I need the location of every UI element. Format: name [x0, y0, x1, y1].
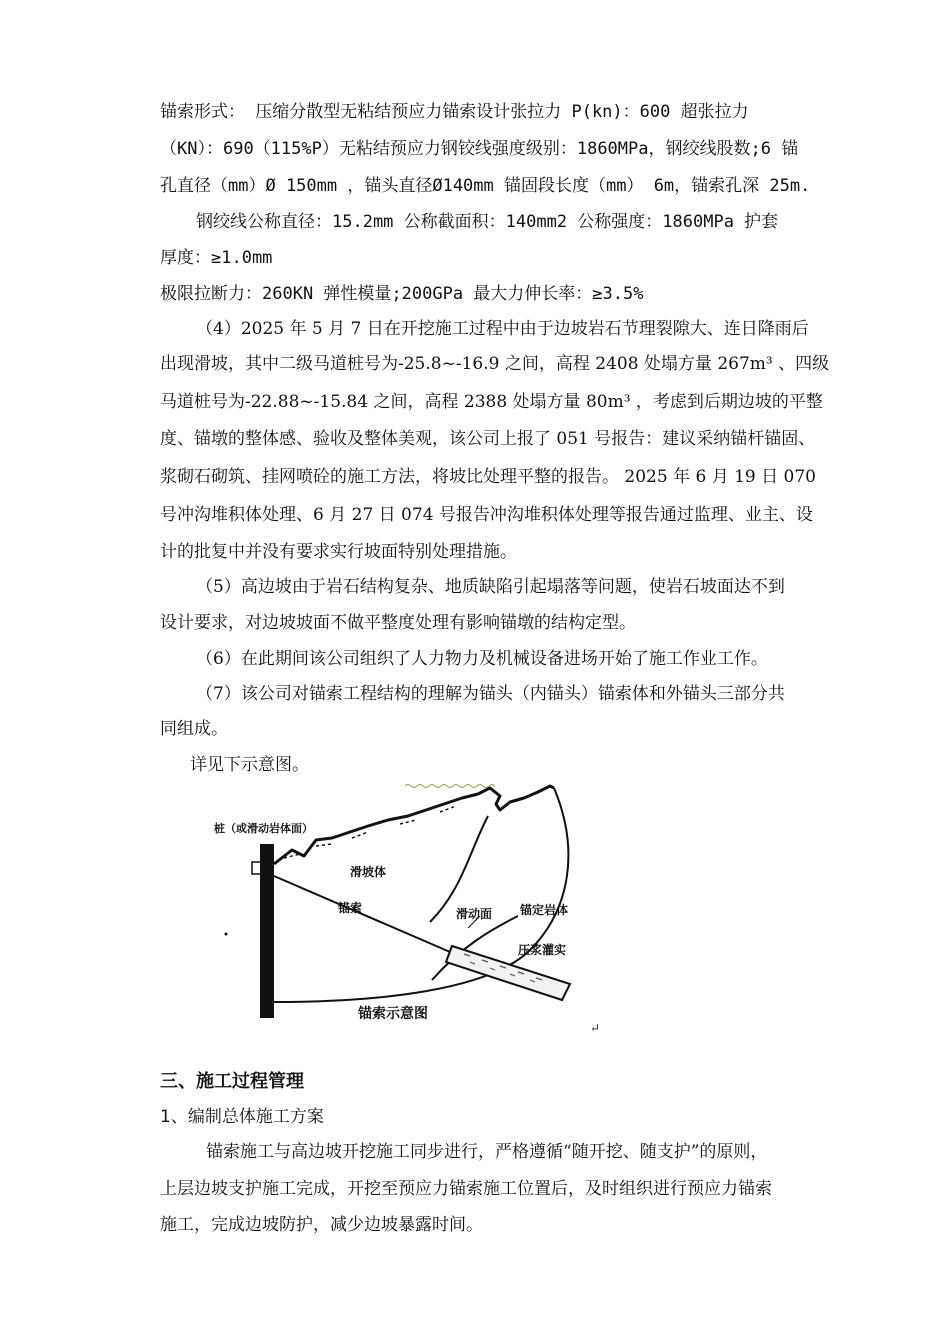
spec-line-4: 钢绞线公称直径：15.2mm 公称截面积：140mm2 公称强度：1860MPa 护套 [196, 212, 779, 232]
label-grouting: 压浆灌实 [518, 943, 567, 957]
para4-line-3: 马道桩号为-22.88~-15.84 之间，高程 2388 处塌方量 80m³ ，考虑到后期边坡的平整 [160, 392, 823, 412]
para6: （6）在此期间该公司组织了人力物力及机械设备进场开始了施工作业工作。 [196, 649, 768, 669]
para5-line-2: 设计要求，对边坡坡面不做平整度处理有影响锚墩的结构定型。 [160, 613, 636, 633]
para4-line-4: 度、锚墩的整体感、验收及整体美观，该公司上报了 051 号报告：建议采纳锚杆锚固、 [160, 429, 816, 449]
para4-line-7: 计的批复中并没有要求实行坡面特别处理措施。 [160, 542, 517, 562]
section3-para-line-3: 施工，完成边坡防护，减少边坡暴露时间。 [160, 1215, 483, 1235]
section3-para-line-2: 上层边坡支护施工完成，开挖至预应力锚索施工位置后，及时组织进行预应力锚索 [160, 1179, 772, 1199]
slope-surface [274, 786, 554, 864]
item-1-title: 1、编制总体施工方案 [160, 1107, 324, 1127]
spec-line-3: 孔直径（mm）Ø 150mm ，锚头直径Ø140mm 锚固段长度（mm） 6m，锚索孔深 25m. [160, 176, 811, 196]
para7-line-2: 同组成。 [160, 719, 228, 739]
spec-line-1: 锚索形式： 压缩分散型无粘结预应力锚索设计张拉力 P(kn)：600 超张拉力 [160, 102, 749, 122]
spec-line-5: 厚度：≥1.0mm [160, 248, 273, 268]
section3-para-line-1: 锚索施工与高边坡开挖施工同步进行，严格遵循“随开挖、随支护”的原则， [206, 1142, 768, 1162]
para4-line-2: 出现滑坡，其中二级马道桩号为-25.8~-16.9 之间，高程 2408 处塌方量 267m³ 、四级 [160, 354, 830, 374]
para4-line-5: 浆砌石砌筑、挂网喷砼的施工方法，将坡比处理平整的报告。 2025 年 6 月 19 日 070 [160, 467, 816, 487]
return-mark: ↵ [590, 1021, 601, 1035]
label-pile: 桩（或滑动岩体面） [214, 822, 313, 835]
figure-caption: 锚索示意图 [358, 1006, 428, 1022]
section-3-heading: 三、施工过程管理 [160, 1071, 304, 1092]
para7-line-1: （7）该公司对锚索工程结构的理解为锚头（内锚头）锚索体和外锚头三部分共 [196, 684, 785, 704]
label-anchor-cable: 锚索 [338, 901, 363, 915]
margin-dot [225, 933, 228, 936]
label-slip-surface: 滑动面 [456, 907, 493, 921]
label-stable-rock: 锚定岩体 [520, 903, 569, 917]
spec-line-2: （KN）：690（115%P）无粘结预应力钢铰线强度级别：1860MPa，钢绞线股数;6 锚 [160, 139, 799, 159]
para5-line-1: （5）高边坡由于岩石结构复杂、地质缺陷引起塌落等问题，使岩石坡面达不到 [196, 577, 785, 597]
see-figure-text: 详见下示意图。 [190, 755, 309, 775]
wavy-mark [405, 785, 495, 788]
anchor-cable-diagram [200, 780, 620, 1040]
label-slide-body: 滑坡体 [350, 865, 387, 879]
para4-line-1: （4）2025 年 5 月 7 日在开挖施工过程中由于边坡岩石节理裂隙大、连日降雨后 [196, 319, 809, 339]
para4-line-6: 号冲沟堆积体处理、6 月 27 日 074 号报告冲沟堆积体处理等报告通过监理、业主、设 [160, 505, 813, 525]
spec-line-6: 极限拉断力：260KN 弹性模量;200GPa 最大力伸长率：≥3.5% [160, 284, 644, 304]
